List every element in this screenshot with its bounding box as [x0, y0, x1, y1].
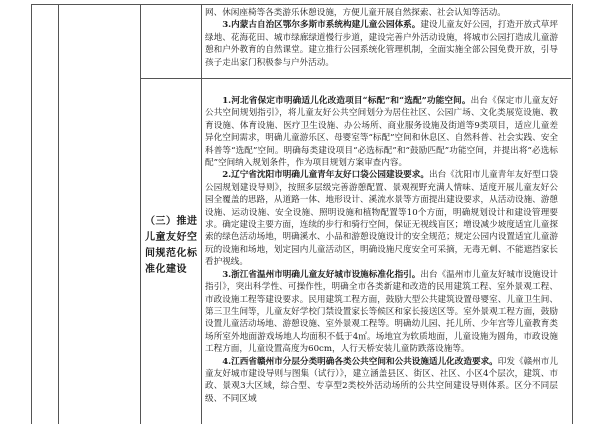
table-column-divider-3: [201, 4, 202, 424]
case-body: 出台《保定市儿童友好公共空间规划指引》，将儿童友好公共空间划分为居住社区、公园广场、文化类展览设施、教育设施、体育设施、医疗卫生设施、办公场所、商业服务设施及街道等9类项目，适应儿童差异化空间需求，明确儿童游乐区、母婴室等“标配”空间和休息区、自然科普、社会实践、安全科普等“选配”空间。明确每类建设项目“必选标配”和“鼓励匹配”功能空间，并提出将“必选标配”空间纳入规划条件，作为项目规划方案审查内容。: [205, 96, 558, 169]
case-paragraph: [205, 19, 558, 69]
case-paragraph: [205, 356, 558, 406]
case-title: 3.浙江省温州市明确儿童友好城市设施标准化指引。: [222, 269, 421, 280]
case-body: 印发《赣州市儿童友好城市建设导则与图集（试行）》，建立涵盖县区、街区、社区、小区4个层次，建筑、市政、景观3大区域，综合型、专享型2类校外活动场所的公共空间建设导则体系。区分不同层级、不同区域: [205, 356, 558, 404]
continuation-text: 网、休闲座椅等各类游乐休憩设施，方便儿童开展自然探索、社会认知等活动。: [205, 8, 506, 18]
case-title: 2.辽宁省沈阳市明确儿童青年友好口袋公园建设要求。: [222, 170, 429, 181]
table-column-divider-2: [140, 4, 141, 424]
case-body: 出台《沈阳市儿童青年友好型口袋公园规划建设导则》，按照多层级完善游憩配置、景观视野充满人情味、适度开展儿童友好公园全覆盖的思路，从道路一体、地形设计、溪流水景等方面提出建设要求，从活动设施、游憩设施、运动设施、安全设施、照明设施和植物配置等10个方面，明确规划设计和建设管理要求。确定建设主要方面，连续的步行和骑行空间，保证无视线盲区；增设减少坡度适宜儿童探索的绿色活动场地，明确溪水、小品和游憩设施设计的安全规范；规定公园内设置适宜儿童游玩的设施和场地，划定园内儿童活动区，明确设施尺度安全可采摘，无毒无刺、不能遮挡家长看护视线。: [205, 170, 558, 268]
table-rule-category: [140, 78, 571, 79]
case-body: 建设儿童友好公园，打造开放式草坪绿地、花海花田、城市绿廊绿道慢行步道，建设完善户外活动设施，将城市公园打造成儿童游憩和户外教育的自然课堂。建立推行公园系统化管理机制，全面实施全部公园免费开放，引导孩子走出家门积极参与户外活动。: [205, 20, 558, 68]
section-content: [205, 95, 558, 405]
case-body: 出台《温州市儿童友好城市设施设计指引》，突出科学性、可操作性，明确全市各类新建和改造的民用建筑工程、室外景观工程、市政设施工程等建设要求。民用建筑工程方面，鼓励大型公共建筑设置母婴室、儿童卫生间、第三卫生间等，儿童友好学校门禁设置家长等候区和家长接送区等。室外景观工程方面，鼓励设置儿童活动场地、游憩设施、室外景观工程等。明确幼儿园、托儿所、少年宫等儿童教育类场所室外地面游戏场地人均面积不低于4㎡。场地宜为软质地面，儿童设施为圆角，市政设施工程方面，儿童设置高度为60cm，人行天桥安装儿童防跌落设施等。: [205, 269, 558, 355]
category-label: （三）推进儿童友好空间规范化标准化建设: [145, 216, 198, 275]
case-paragraph: [205, 169, 558, 268]
case-title: 4.江西省赣州市分层分类明确各类公共空间和公共设施适儿化改造要求。: [222, 356, 498, 367]
case-paragraph: [205, 269, 558, 356]
previous-section-content: [205, 7, 558, 69]
case-title: 1.河北省保定市明确适儿化改造项目“标配”和“选配”功能空间。: [222, 96, 471, 106]
table-column-divider-1: [58, 4, 59, 424]
case-paragraph: [205, 95, 558, 169]
table-rule-top: [31, 4, 571, 5]
case-title: 3.内蒙古自治区鄂尔多斯市系统构建儿童公园体系。: [222, 20, 421, 31]
